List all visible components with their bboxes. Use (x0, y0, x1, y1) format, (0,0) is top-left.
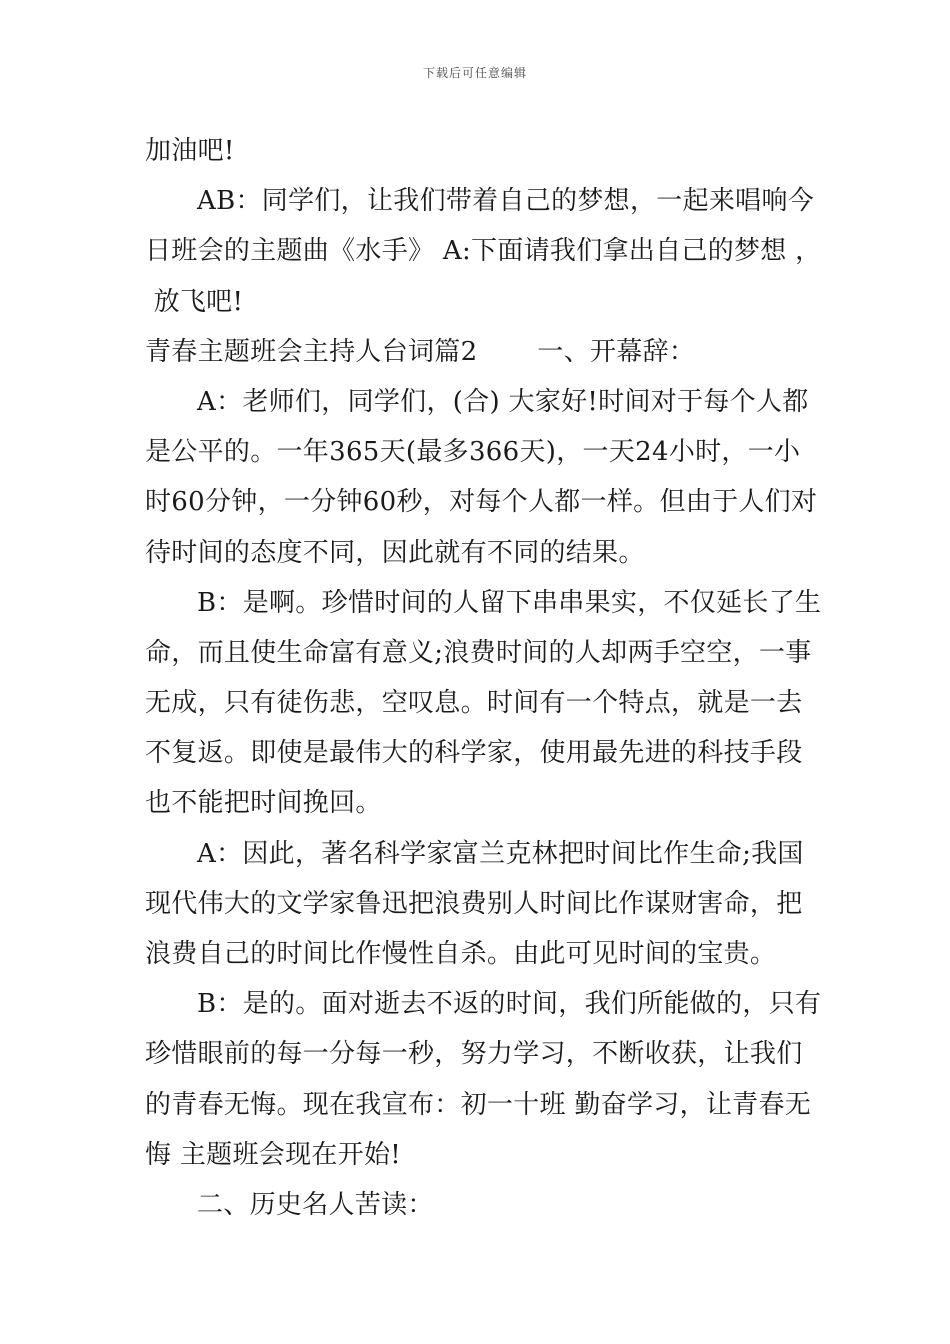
text-line: B：是啊。珍惜时间的人留下串串果实，不仅延长了生 (197, 587, 822, 618)
text-line: 是公平的。一年365天(最多366天)，一天24小时，一小 (145, 437, 801, 468)
text-line: B：是的。面对逝去不返的时间，我们所能做的，只有 (197, 989, 822, 1020)
text-line: 也不能把时间挽回。 (145, 788, 382, 819)
text-line: 待时间的态度不同，因此就有不同的结果。 (145, 537, 645, 568)
text-line: 日班会的主题曲《水手》 A:下面请我们拿出自己的梦想 ， (145, 236, 822, 267)
text-line: 时60分钟，一分钟60秒，对每个人都一样。但由于人们对 (145, 487, 818, 518)
text-line: 加油吧! (145, 136, 235, 166)
text-line: 现代伟大的文学家鲁迅把浪费别人时间比作谋财害命，把 (145, 888, 803, 919)
text-line: AB：同学们，让我们带着自己的梦想，一起来唱响今 (197, 186, 815, 217)
text-line: 珍惜眼前的每一分每一秒，努力学习，不断收获，让我们 (145, 1039, 803, 1070)
page-header: 下载后可任意编辑 (422, 66, 527, 80)
section-heading: 二、历史名人苦读： (197, 1189, 434, 1220)
text-line: 命，而且使生命富有意义;浪费时间的人却两手空空，一事 (145, 637, 812, 668)
text-line: 浪费自己的时间比作慢性自杀。由此可见时间的宝贵。 (145, 939, 777, 969)
text-line: 悔 主题班会现在开始! (145, 1139, 402, 1170)
text-line: A：老师们，同学们，(合) 大家好!时间对于每个人都 (197, 386, 809, 417)
text-line: A：因此，著名科学家富兰克林把时间比作生命;我国 (197, 838, 804, 869)
document-body (145, 126, 822, 1230)
text-line: 放飞吧! (145, 286, 244, 317)
text-line: 的青春无悔。现在我宣布：初一十班 勤奋学习，让青春无 (145, 1089, 812, 1120)
section-heading: 青春主题班会主持人台词篇2 一、开幕辞： (145, 336, 696, 367)
text-line: 无成，只有徒伤悲，空叹息。时间有一个特点，就是一去 (145, 688, 803, 719)
text-line: 不复返。即使是最伟大的科学家，使用最先进的科技手段 (145, 738, 803, 769)
